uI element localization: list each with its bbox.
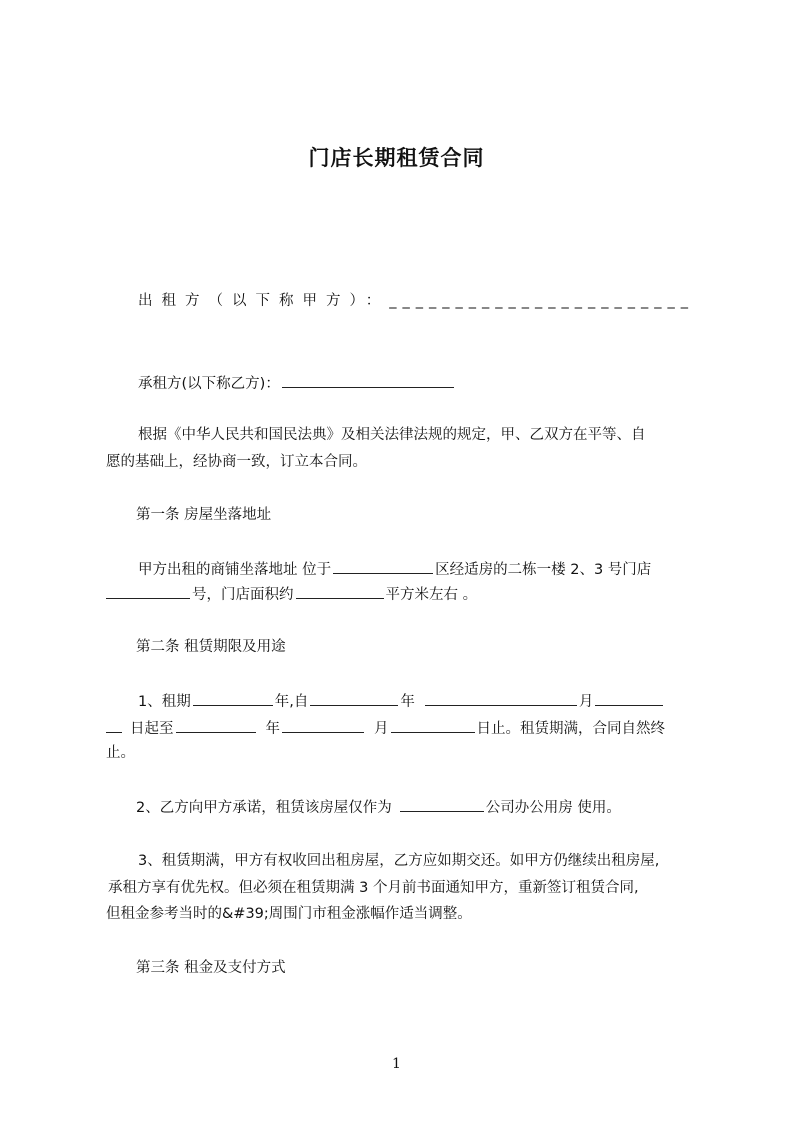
district-blank (333, 559, 433, 574)
start-month-blank (425, 691, 577, 706)
number-blank (106, 584, 190, 599)
end-year-label: 年 (265, 721, 280, 737)
article2-item1-line-1 (138, 691, 665, 711)
article2-item1-line-3: 止。 (106, 745, 135, 761)
article1-text-c: 号，门店面积约 (192, 587, 294, 603)
term-end-text: 日止。租赁期满，合同自然终 (476, 721, 665, 737)
article1-line-1 (138, 559, 651, 579)
lessor-blank: _______________________ (389, 293, 694, 309)
article2-item3-line-3: 但租金参考当时的&#39;周围门市租金涨幅作适当调整。 (106, 906, 472, 922)
term-from-text: 年,自 (274, 694, 309, 710)
end-year-blank (176, 718, 256, 733)
article2-item2-line (136, 797, 621, 817)
company-blank (400, 797, 484, 812)
start-month-label: 月 (578, 694, 594, 710)
intro-line-2: 愿的基础上，经协商一致，订立本合同。 (106, 454, 367, 470)
article1-text-d: 平方米左右 。 (385, 587, 478, 603)
start-day-blank (595, 691, 663, 706)
article3-heading: 第三条 租金及支付方式 (136, 960, 286, 976)
article2-item3-line-2: 承租方享有优先权。但必须在租赁期满 3 个月前书面通知甲方，重新签订租赁合同, (108, 880, 639, 896)
lessee-label: 承租方(以下称乙方)： (138, 376, 280, 392)
end-month-blank (282, 718, 364, 733)
usage-purpose-text: 公司办公用房 使用。 (485, 800, 621, 816)
area-blank (296, 584, 384, 599)
article1-text-b: 区经适房的二栋一楼 2、3 号门店 (435, 562, 652, 578)
end-month-label: 月 (374, 721, 389, 737)
article2-item3-line-1: 3、租赁期满，甲方有权收回出租房屋，乙方应如期交还。如甲方仍继续出租房屋, (138, 853, 660, 869)
lessee-blank (282, 373, 454, 388)
start-year-label: 年 (400, 694, 415, 710)
article2-item1-line-2 (106, 718, 665, 738)
document-title: 门店长期租赁合同 (308, 146, 485, 170)
term-label: 1、租期 (138, 694, 191, 710)
article1-text-a: 甲方出租的商铺坐落地址 位于 (138, 562, 332, 578)
lessor-line (138, 292, 694, 310)
usage-text: 2、乙方向甲方承诺，租赁该房屋仅作为 (136, 800, 392, 816)
start-day-blank-cont (106, 718, 122, 733)
term-to-text: 日起至 (130, 721, 174, 737)
article1-line-2 (106, 584, 477, 604)
article2-heading: 第二条 租赁期限及用途 (136, 639, 286, 655)
start-year-blank (310, 691, 398, 706)
article1-heading: 第一条 房屋坐落地址 (136, 507, 272, 523)
page-number: 1 (392, 1056, 401, 1072)
term-years-blank (193, 691, 273, 706)
lessee-line (138, 373, 456, 393)
end-day-blank (391, 718, 475, 733)
intro-line-1: 根据《中华人民共和国民法典》及相关法律法规的规定，甲、乙双方在平等、自 (138, 427, 646, 443)
lessor-label: 出租方（以下称甲方）： (138, 293, 390, 309)
